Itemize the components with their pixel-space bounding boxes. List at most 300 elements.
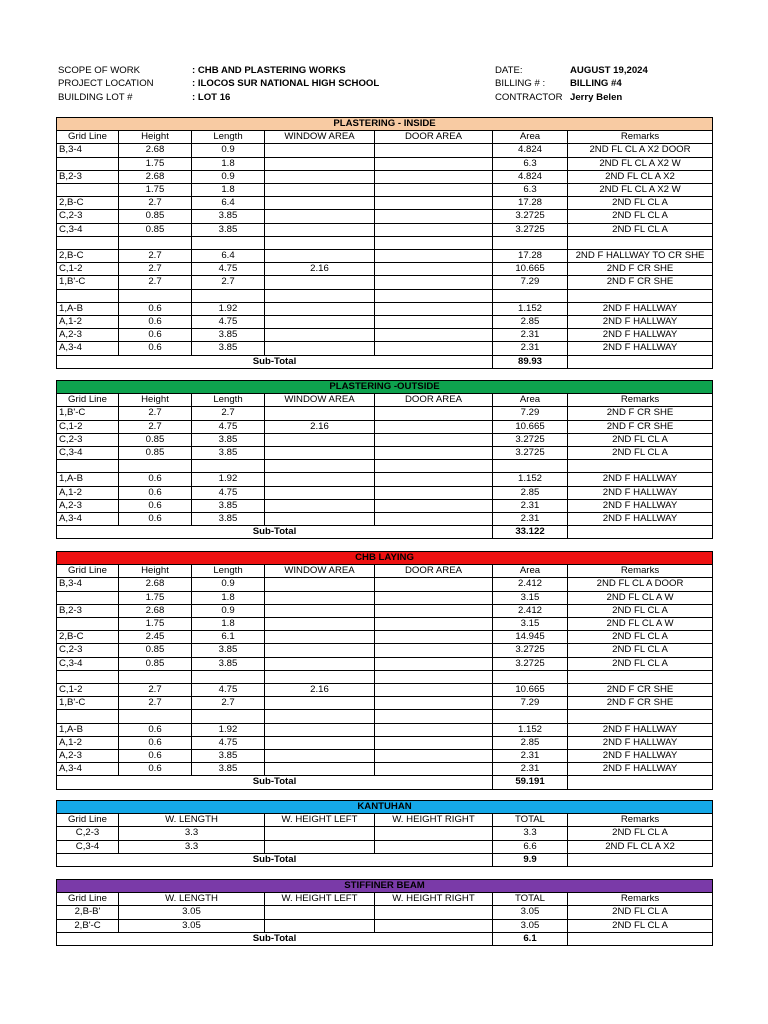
table-cell: 1.92	[192, 723, 265, 736]
table-cell: 2ND FL CL A	[568, 631, 713, 644]
table-cell	[493, 289, 568, 302]
table-cell	[375, 591, 493, 604]
table-cell: 2ND FL CL A DOOR	[568, 578, 713, 591]
table-cell	[375, 736, 493, 749]
table-cell: 2.7	[119, 684, 192, 697]
section-table-outside	[56, 380, 713, 539]
column-header: W. HEIGHT RIGHT	[375, 893, 493, 906]
table-cell: 0.6	[119, 473, 192, 486]
table-cell	[192, 460, 265, 473]
table-cell: 3.85	[192, 223, 265, 236]
table-cell: C,2-3	[57, 210, 119, 223]
table-cell: C,3-4	[57, 840, 119, 853]
scope-label: SCOPE OF WORK	[58, 65, 141, 76]
table-cell: A,1-2	[57, 736, 119, 749]
table-cell: A,2-3	[57, 750, 119, 763]
table-cell	[265, 473, 375, 486]
table-cell: C,3-4	[57, 657, 119, 670]
table-cell	[265, 827, 375, 840]
table-cell	[375, 407, 493, 420]
table-cell: 2ND F HALLWAY	[568, 750, 713, 763]
table-cell	[265, 276, 375, 289]
table-cell	[119, 670, 192, 683]
table-row	[57, 302, 713, 315]
table-cell: 1,B'-C	[57, 276, 119, 289]
table-row	[57, 697, 713, 710]
table-cell: 3.85	[192, 763, 265, 776]
table-cell: 2,B-C	[57, 631, 119, 644]
table-cell: C,2-3	[57, 433, 119, 446]
table-cell: 0.9	[192, 144, 265, 157]
table-cell	[265, 407, 375, 420]
table-cell	[493, 710, 568, 723]
billing-label: BILLING # :	[495, 78, 546, 90]
table-cell: 1.152	[493, 302, 568, 315]
table-cell: A,3-4	[57, 513, 119, 526]
table-cell: 3.85	[192, 513, 265, 526]
table-cell: 1,B'-C	[57, 697, 119, 710]
column-header: W. LENGTH	[119, 893, 265, 906]
table-cell	[265, 329, 375, 342]
table-cell: 2ND F CR SHE	[568, 263, 713, 276]
table-cell: 2.68	[119, 144, 192, 157]
table-cell: 2.31	[493, 329, 568, 342]
subtotal-row	[57, 776, 713, 789]
scope-value: : CHB AND PLASTERING WORKS	[192, 65, 346, 76]
table-cell	[375, 197, 493, 210]
table-cell	[568, 460, 713, 473]
table-cell: 2ND F CR SHE	[568, 684, 713, 697]
table-cell: 1,A-B	[57, 302, 119, 315]
table-row	[57, 144, 713, 157]
table-row	[57, 736, 713, 749]
table-cell: 2.7	[119, 263, 192, 276]
table-row	[57, 197, 713, 210]
table-cell	[119, 710, 192, 723]
table-cell	[375, 644, 493, 657]
table-cell: 2.31	[493, 750, 568, 763]
table-cell: 2ND FL CL A	[568, 433, 713, 446]
table-row	[57, 407, 713, 420]
table-cell: 6.3	[493, 157, 568, 170]
table-cell	[265, 840, 375, 853]
table-cell: 6.6	[493, 840, 568, 853]
column-header: Height	[119, 131, 192, 144]
table-cell	[375, 316, 493, 329]
column-header: Remarks	[568, 893, 713, 906]
subtotal-row	[57, 853, 713, 866]
table-row	[57, 618, 713, 631]
column-header: WINDOW AREA	[265, 131, 375, 144]
table-row	[57, 604, 713, 617]
section-title: PLASTERING -OUTSIDE	[57, 381, 713, 394]
table-cell	[568, 236, 713, 249]
table-cell: 2ND F CR SHE	[568, 697, 713, 710]
table-cell: 0.6	[119, 302, 192, 315]
column-header-row	[57, 131, 713, 144]
table-cell: 10.665	[493, 420, 568, 433]
table-cell: B,3-4	[57, 578, 119, 591]
table-cell	[375, 499, 493, 512]
table-cell: 6.4	[192, 197, 265, 210]
section-title-row	[57, 880, 713, 893]
table-cell: 2.31	[493, 763, 568, 776]
table-row	[57, 750, 713, 763]
table-row	[57, 827, 713, 840]
section-title: STIFFINER BEAM	[57, 880, 713, 893]
table-cell	[375, 433, 493, 446]
table-cell	[265, 157, 375, 170]
table-cell: 3.85	[192, 657, 265, 670]
table-cell	[57, 184, 119, 197]
table-cell: 1.92	[192, 473, 265, 486]
date-value: AUGUST 19,2024	[570, 65, 648, 76]
table-cell: B,3-4	[57, 144, 119, 157]
blank-row	[57, 236, 713, 249]
table-cell: 2ND F CR SHE	[568, 276, 713, 289]
table-cell	[375, 618, 493, 631]
table-cell	[375, 170, 493, 183]
table-cell: 2ND F CR SHE	[568, 407, 713, 420]
table-cell: 3.2725	[493, 210, 568, 223]
table-cell	[265, 223, 375, 236]
table-cell: 1,B'-C	[57, 407, 119, 420]
column-header: Grid Line	[57, 394, 119, 407]
table-row	[57, 578, 713, 591]
column-header: WINDOW AREA	[265, 565, 375, 578]
column-header-row	[57, 814, 713, 827]
table-cell	[375, 631, 493, 644]
table-cell: 2.31	[493, 499, 568, 512]
blank-row	[57, 289, 713, 302]
table-cell: C,1-2	[57, 263, 119, 276]
table-cell	[265, 289, 375, 302]
table-cell: 7.29	[493, 407, 568, 420]
table-cell: 3.85	[192, 329, 265, 342]
table-cell	[265, 302, 375, 315]
table-cell: 2.85	[493, 736, 568, 749]
section-title-row	[57, 552, 713, 565]
table-cell: B,2-3	[57, 170, 119, 183]
table-cell: 1.75	[119, 157, 192, 170]
table-row	[57, 631, 713, 644]
table-cell: A,3-4	[57, 763, 119, 776]
table-cell: 3.05	[493, 906, 568, 919]
table-cell: 2ND F HALLWAY	[568, 316, 713, 329]
subtotal-label: Sub-Total	[57, 355, 493, 368]
subtotal-row	[57, 932, 713, 945]
table-cell	[265, 236, 375, 249]
table-cell: 0.6	[119, 486, 192, 499]
table-cell	[57, 670, 119, 683]
table-cell: 2.7	[119, 697, 192, 710]
table-cell: 2ND FL CL A X2 W	[568, 184, 713, 197]
table-cell: A,3-4	[57, 342, 119, 355]
table-row	[57, 657, 713, 670]
table-row	[57, 644, 713, 657]
table-cell: 2ND F HALLWAY	[568, 302, 713, 315]
table-cell: 4.75	[192, 263, 265, 276]
table-cell: 6.3	[493, 184, 568, 197]
table-cell	[493, 670, 568, 683]
table-cell: 17.28	[493, 197, 568, 210]
table-row	[57, 447, 713, 460]
table-cell: 4.75	[192, 736, 265, 749]
table-row	[57, 591, 713, 604]
table-cell: 7.29	[493, 276, 568, 289]
table-cell	[119, 460, 192, 473]
column-header: Height	[119, 565, 192, 578]
table-cell	[375, 210, 493, 223]
table-cell: 2.16	[265, 420, 375, 433]
section-table-chb	[56, 551, 713, 790]
table-cell: 0.85	[119, 447, 192, 460]
table-cell: 3.85	[192, 342, 265, 355]
table-cell: 2ND F HALLWAY	[568, 486, 713, 499]
table-row	[57, 473, 713, 486]
table-cell: 3.3	[119, 840, 265, 853]
table-cell	[375, 144, 493, 157]
table-cell	[375, 684, 493, 697]
table-cell	[265, 670, 375, 683]
table-row	[57, 210, 713, 223]
table-cell: 0.6	[119, 763, 192, 776]
column-header: DOOR AREA	[375, 394, 493, 407]
table-cell: 2ND F HALLWAY TO CR SHE	[568, 250, 713, 263]
table-cell	[265, 342, 375, 355]
column-header: Area	[493, 131, 568, 144]
table-cell	[375, 906, 493, 919]
table-cell	[375, 157, 493, 170]
table-cell: 17.28	[493, 250, 568, 263]
table-cell: 3.05	[119, 919, 265, 932]
table-row	[57, 263, 713, 276]
table-cell: A,1-2	[57, 486, 119, 499]
column-header-row	[57, 394, 713, 407]
subtotal-label: Sub-Total	[57, 526, 493, 539]
lot-value: : LOT 16	[192, 91, 231, 103]
table-cell: 2ND FL CL A	[568, 657, 713, 670]
subtotal-row	[57, 526, 713, 539]
table-cell: 0.85	[119, 433, 192, 446]
table-cell: 2ND FL CL A X2	[568, 170, 713, 183]
table-cell: 2ND FL CL A	[568, 919, 713, 932]
table-cell: 3.3	[119, 827, 265, 840]
table-cell: 3.15	[493, 618, 568, 631]
table-cell: C,2-3	[57, 644, 119, 657]
table-cell	[375, 840, 493, 853]
table-cell: 2ND F HALLWAY	[568, 499, 713, 512]
table-cell	[265, 604, 375, 617]
table-cell: 10.665	[493, 684, 568, 697]
table-cell	[265, 460, 375, 473]
table-row	[57, 486, 713, 499]
column-header: Remarks	[568, 814, 713, 827]
subtotal-row	[57, 355, 713, 368]
table-cell	[265, 697, 375, 710]
table-cell: C,1-2	[57, 684, 119, 697]
table-cell	[265, 618, 375, 631]
table-cell: 2ND FL CL A W	[568, 618, 713, 631]
table-cell	[265, 578, 375, 591]
table-cell: 3.2725	[493, 644, 568, 657]
table-cell: 3.3	[493, 827, 568, 840]
table-row	[57, 906, 713, 919]
table-cell	[375, 750, 493, 763]
table-cell: 2.7	[119, 407, 192, 420]
table-cell: 6.1	[192, 631, 265, 644]
table-cell	[375, 604, 493, 617]
table-cell	[375, 184, 493, 197]
table-cell	[375, 827, 493, 840]
table-row	[57, 157, 713, 170]
table-cell	[265, 736, 375, 749]
table-cell	[375, 763, 493, 776]
table-cell: 3.2725	[493, 433, 568, 446]
table-cell	[375, 236, 493, 249]
table-row	[57, 513, 713, 526]
table-cell	[265, 513, 375, 526]
table-cell	[265, 657, 375, 670]
column-header: WINDOW AREA	[265, 394, 375, 407]
table-row	[57, 499, 713, 512]
header-row-scope	[58, 64, 718, 77]
table-cell: 1.75	[119, 591, 192, 604]
column-header: DOOR AREA	[375, 131, 493, 144]
table-cell: 2ND FL CL A X2 DOOR	[568, 144, 713, 157]
table-cell: 1,A-B	[57, 723, 119, 736]
column-header: W. HEIGHT LEFT	[265, 893, 375, 906]
table-cell	[57, 591, 119, 604]
table-row	[57, 329, 713, 342]
table-cell: 2.68	[119, 170, 192, 183]
table-cell: 4.75	[192, 486, 265, 499]
table-cell: 2ND FL CL A	[568, 197, 713, 210]
table-cell: 2.7	[192, 276, 265, 289]
column-header: DOOR AREA	[375, 565, 493, 578]
table-cell: 2,B-C	[57, 197, 119, 210]
table-cell	[192, 289, 265, 302]
table-cell: 2.7	[119, 276, 192, 289]
section-title: CHB LAYING	[57, 552, 713, 565]
table-cell: 0.6	[119, 329, 192, 342]
table-cell	[375, 302, 493, 315]
table-cell: C,3-4	[57, 223, 119, 236]
table-cell: 3.85	[192, 499, 265, 512]
section-title: KANTUHAN	[57, 801, 713, 814]
table-cell	[265, 710, 375, 723]
table-cell	[375, 473, 493, 486]
table-cell: 2.31	[493, 342, 568, 355]
table-cell	[375, 329, 493, 342]
column-header: Length	[192, 394, 265, 407]
table-cell	[192, 670, 265, 683]
column-header: Length	[192, 565, 265, 578]
table-cell: 2ND FL CL A X2	[568, 840, 713, 853]
table-cell: A,1-2	[57, 316, 119, 329]
section-title-row	[57, 381, 713, 394]
section-table-stiff	[56, 879, 713, 946]
lot-label: BUILDING LOT #	[58, 91, 133, 103]
subtotal-value: 6.1	[493, 932, 568, 945]
table-cell: 1.75	[119, 618, 192, 631]
table-cell: 2.16	[265, 263, 375, 276]
table-cell: 2ND FL CL A	[568, 906, 713, 919]
table-cell	[375, 919, 493, 932]
table-row	[57, 840, 713, 853]
table-cell: 1.8	[192, 157, 265, 170]
subtotal-remarks	[568, 776, 713, 789]
table-cell	[375, 263, 493, 276]
table-cell	[192, 236, 265, 249]
table-cell: 2ND F HALLWAY	[568, 329, 713, 342]
column-header-row	[57, 565, 713, 578]
table-cell	[265, 919, 375, 932]
table-cell	[375, 223, 493, 236]
table-cell: C,1-2	[57, 420, 119, 433]
column-header: Area	[493, 394, 568, 407]
table-cell: 4.824	[493, 144, 568, 157]
table-cell: 14.945	[493, 631, 568, 644]
table-cell	[265, 170, 375, 183]
table-cell	[265, 250, 375, 263]
table-cell: 0.9	[192, 604, 265, 617]
table-cell: 3.05	[493, 919, 568, 932]
table-cell: 0.6	[119, 723, 192, 736]
table-row	[57, 763, 713, 776]
table-cell	[265, 723, 375, 736]
column-header: W. HEIGHT RIGHT	[375, 814, 493, 827]
table-cell	[265, 184, 375, 197]
table-cell: 2.85	[493, 316, 568, 329]
table-cell: 2ND FL CL A	[568, 447, 713, 460]
table-row	[57, 316, 713, 329]
table-cell: 0.85	[119, 657, 192, 670]
billing-value: BILLING #4	[570, 78, 622, 90]
date-label: DATE:	[495, 65, 523, 76]
table-cell: A,2-3	[57, 499, 119, 512]
table-cell: 1.152	[493, 723, 568, 736]
subtotal-remarks	[568, 355, 713, 368]
table-cell: 0.6	[119, 316, 192, 329]
table-cell: A,2-3	[57, 329, 119, 342]
table-cell: 2ND FL CL A W	[568, 591, 713, 604]
contractor-label: CONTRACTOR	[495, 91, 563, 103]
table-cell	[568, 670, 713, 683]
table-cell	[375, 250, 493, 263]
table-cell: 2ND F HALLWAY	[568, 342, 713, 355]
subtotal-remarks	[568, 526, 713, 539]
table-cell: 2,B'-C	[57, 919, 119, 932]
table-cell: 2.7	[119, 250, 192, 263]
table-cell	[375, 342, 493, 355]
table-row	[57, 919, 713, 932]
table-cell: 3.2725	[493, 223, 568, 236]
table-cell: 3.85	[192, 750, 265, 763]
table-cell: 3.85	[192, 447, 265, 460]
table-cell: 1.75	[119, 184, 192, 197]
table-cell: 0.6	[119, 750, 192, 763]
section-table-inside	[56, 117, 713, 369]
subtotal-label: Sub-Total	[57, 853, 493, 866]
section-title-row	[57, 801, 713, 814]
table-cell	[119, 289, 192, 302]
table-cell	[265, 591, 375, 604]
table-cell: 7.29	[493, 697, 568, 710]
table-cell: 0.6	[119, 513, 192, 526]
table-cell: 0.6	[119, 342, 192, 355]
table-cell: C,2-3	[57, 827, 119, 840]
